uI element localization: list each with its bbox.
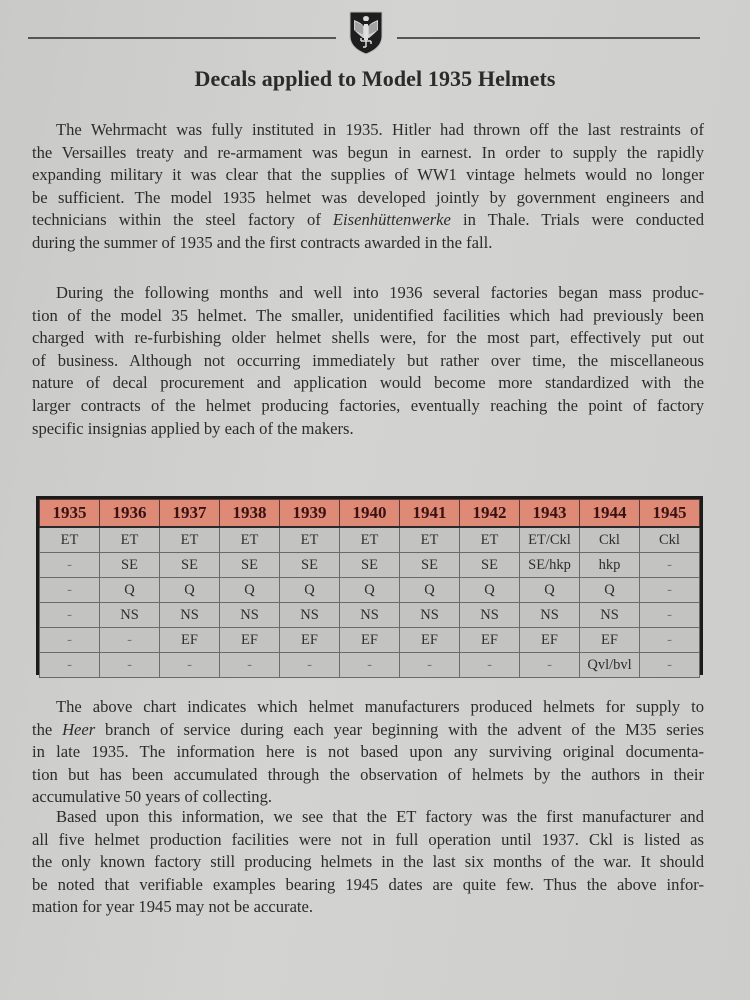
text-line: mation for year 1945 may not be accurate. xyxy=(32,897,314,917)
table-cell: - xyxy=(340,653,400,678)
table-cell: - xyxy=(40,653,100,678)
table-row xyxy=(40,578,700,603)
paragraph-chart-explanation xyxy=(32,696,704,809)
text-line: Based upon this information, we see that the ET factory was the first manufacturer and xyxy=(56,807,704,826)
year-header: 1945 xyxy=(640,500,700,528)
table-cell: ET xyxy=(220,527,280,553)
table-cell: - xyxy=(40,578,100,603)
table-cell: SE xyxy=(460,553,520,578)
table-cell: SE xyxy=(220,553,280,578)
header-rule-left xyxy=(28,37,336,39)
table-cell: - xyxy=(100,653,160,678)
table-cell: ET xyxy=(40,527,100,553)
text-line: nature of decal procurement and application would become more standardized with the xyxy=(32,373,704,393)
text-line: be sufficient. The model 1935 helmet was developed jointly by government engineers and xyxy=(32,187,704,207)
table-cell: Qvl/bvl xyxy=(580,653,640,678)
table-cell: NS xyxy=(280,603,340,628)
table-cell: NS xyxy=(340,603,400,628)
table-cell: NS xyxy=(520,603,580,628)
text-run: technicians within the steel factory of xyxy=(32,210,333,230)
table-cell: ET xyxy=(460,527,520,553)
table-cell: Ckl xyxy=(580,527,640,553)
table-cell: Q xyxy=(160,578,220,603)
text-line xyxy=(32,209,704,232)
text-line: tion of the model 35 helmet. The smaller, unidentified facilities which had previously been xyxy=(32,305,704,325)
table-cell: EF xyxy=(340,628,400,653)
text-line: be noted that verifiable examples bearing 1945 dates are quite few. Thus the above infor- xyxy=(32,874,704,894)
table-cell: EF xyxy=(220,628,280,653)
table-cell: SE xyxy=(280,553,340,578)
manufacturer-year-table xyxy=(36,496,703,675)
year-header: 1938 xyxy=(220,500,280,528)
table-cell: - xyxy=(640,628,700,653)
table-cell: NS xyxy=(580,603,640,628)
year-header: 1944 xyxy=(580,500,640,528)
table-cell: ET xyxy=(340,527,400,553)
text-run: branch of service during each year beginning with the advent of the M35 series xyxy=(95,719,704,739)
text-line: of business. Although not occurring immediately but rather over time, the miscellaneous xyxy=(32,350,704,370)
text-line: The Wehrmacht was fully instituted in 1935. Hitler had thrown off the last restraints of xyxy=(56,120,704,139)
year-header: 1936 xyxy=(100,500,160,528)
text-line: tion but has been accumulated through the observation of helmets by the authors in their xyxy=(32,764,704,784)
table-cell: Ckl xyxy=(640,527,700,553)
year-header: 1939 xyxy=(280,500,340,528)
text-line: during the summer of 1935 and the first contracts awarded in the fall. xyxy=(32,232,493,252)
text-line: larger contracts of the helmet producing factories, eventually reaching the point of factory xyxy=(32,395,704,415)
year-header: 1942 xyxy=(460,500,520,528)
paragraph-intro xyxy=(32,119,704,255)
table-cell: - xyxy=(400,653,460,678)
text-line: specific insignias applied by each of the makers. xyxy=(32,418,354,438)
table-cell: ET xyxy=(100,527,160,553)
table-cell: SE xyxy=(160,553,220,578)
table-cell: EF xyxy=(520,628,580,653)
table-cell: Q xyxy=(400,578,460,603)
table-cell: Q xyxy=(100,578,160,603)
table-cell: ET xyxy=(400,527,460,553)
table-cell: - xyxy=(40,628,100,653)
table-cell: - xyxy=(220,653,280,678)
year-header: 1937 xyxy=(160,500,220,528)
table-cell: - xyxy=(40,603,100,628)
table-cell: - xyxy=(520,653,580,678)
italic-term: Eisenhüttenwerke xyxy=(332,210,451,230)
text-line: the Versailles treaty and re-armament was begun in earnest. In order to supply the rapidly xyxy=(32,142,704,162)
table-cell: Q xyxy=(520,578,580,603)
table-cell: - xyxy=(160,653,220,678)
table-cell: ET xyxy=(160,527,220,553)
year-header: 1943 xyxy=(520,500,580,528)
page-title: Decals applied to Model 1935 Helmets xyxy=(194,66,556,91)
table-cell: Q xyxy=(220,578,280,603)
eagle-shield-icon xyxy=(349,10,383,55)
text-line: in late 1935. The information here is not based upon any surviving original documenta- xyxy=(32,742,704,762)
table-cell: EF xyxy=(460,628,520,653)
table-cell: hkp xyxy=(580,553,640,578)
table-cell: - xyxy=(640,578,700,603)
year-header: 1941 xyxy=(400,500,460,528)
table-cell: - xyxy=(460,653,520,678)
text-line: The above chart indicates which helmet manufacturers produced helmets for supply to xyxy=(56,697,704,716)
table-cell: SE/hkp xyxy=(520,553,580,578)
table-row xyxy=(40,628,700,653)
table-cell: Q xyxy=(460,578,520,603)
table-cell: - xyxy=(100,628,160,653)
table-header-row xyxy=(40,500,700,528)
text-line: accumulative 50 years of collecting. xyxy=(32,787,273,807)
table-row xyxy=(40,653,700,678)
table-cell: - xyxy=(40,553,100,578)
text-line: the only known factory still producing helmets in the last six months of the war. It should xyxy=(32,852,704,872)
table-cell: ET xyxy=(280,527,340,553)
table-cell: Q xyxy=(280,578,340,603)
table-cell: NS xyxy=(160,603,220,628)
table-cell: Q xyxy=(340,578,400,603)
table-cell: EF xyxy=(280,628,340,653)
italic-term: Heer xyxy=(62,719,96,739)
text-line: During the following months and well into 1936 several factories began mass produc- xyxy=(56,283,704,302)
text-run: the xyxy=(32,719,63,739)
year-header: 1935 xyxy=(40,500,100,528)
table-cell: NS xyxy=(460,603,520,628)
header-rule-right xyxy=(397,37,700,39)
year-header: 1940 xyxy=(340,500,400,528)
table-cell: NS xyxy=(400,603,460,628)
table-cell: SE xyxy=(340,553,400,578)
table-cell: - xyxy=(640,603,700,628)
table-row xyxy=(40,603,700,628)
table-cell: - xyxy=(280,653,340,678)
table-cell: - xyxy=(640,553,700,578)
table-cell: EF xyxy=(400,628,460,653)
paragraph-conclusion xyxy=(32,806,704,919)
table-row xyxy=(40,527,700,553)
text-line xyxy=(32,719,704,742)
table-cell: SE xyxy=(100,553,160,578)
table-body xyxy=(40,527,700,678)
text-run: in Thale. Trials were conducted xyxy=(450,210,704,230)
table-row xyxy=(40,553,700,578)
text-line: expanding military it was clear that the supplies of WW1 vintage helmets would no longer xyxy=(32,165,704,185)
table-cell: NS xyxy=(220,603,280,628)
table-cell: Q xyxy=(580,578,640,603)
table-cell: NS xyxy=(100,603,160,628)
text-line: all five helmet production facilities were not in full operation until 1937. Ckl is listed as xyxy=(32,829,704,849)
table-cell: - xyxy=(640,653,700,678)
table-cell: SE xyxy=(400,553,460,578)
text-line: charged with re-furbishing older helmet shells were, for the most part, effectively put out xyxy=(32,328,704,348)
table-cell: EF xyxy=(580,628,640,653)
table-cell: ET/Ckl xyxy=(520,527,580,553)
table-cell: EF xyxy=(160,628,220,653)
paragraph-mass-production xyxy=(32,282,704,440)
